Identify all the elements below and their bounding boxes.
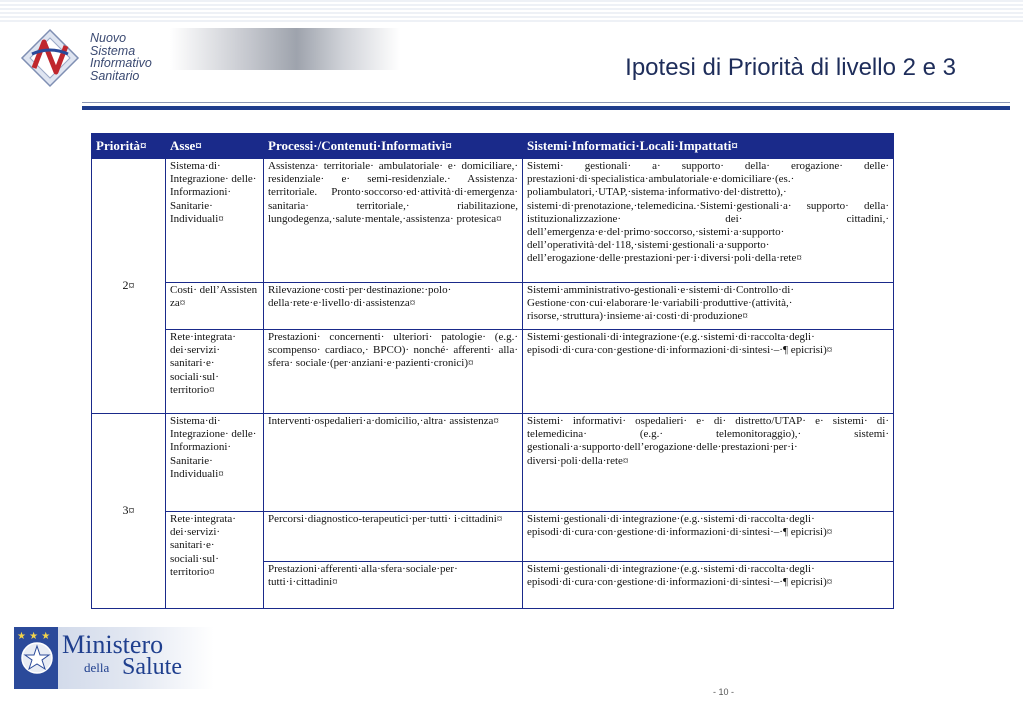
header-rule-thin (82, 102, 1010, 103)
asse-cell: Costi· dell’Assisten za¤ (166, 283, 264, 330)
table-header-row (92, 134, 894, 159)
processi-cell: Rilevazione·costi·per·destinazione:·polo· della·rete·e·livello·di·assistenza¤ (264, 283, 523, 330)
column-header-processi: Processi·/Contenuti·Informativi¤ (264, 134, 523, 159)
logo-line: Sanitario (90, 68, 140, 83)
page-number: - 10 - (713, 687, 735, 697)
nsis-logo-icon (20, 28, 80, 88)
della-text: della (84, 660, 110, 675)
svg-text:★ ★ ★: ★ ★ ★ (17, 631, 51, 641)
sistemi-cell: Sistemi·amministrativo-gestionali·e·sistemi·di·Controllo·di· Gestione·con·cui·elaborare·le·variabili·produttive·(attività,· risorse,·struttura)·insieme·ai·costi·di·produzione¤ (523, 283, 894, 330)
italian-emblem-icon (20, 641, 54, 675)
processi-cell: Prestazioni· concernenti· ulteriori· patologie· (e.g.· scompenso· cardiaco,· BPCO)· nonché· afferenti· alla· sfera· sociale·(per·anziani·e·pazienti·cronici)¤ (264, 330, 523, 414)
table-row (92, 414, 894, 512)
slide-title: Ipotesi di Priorità di livello 2 e 3 (625, 54, 956, 81)
table-row (92, 512, 894, 562)
sistemi-cell: Sistemi· gestionali· a· supporto· della· erogazione· delle· prestazioni·di·specialistica·ambulatoriale·e·domiciliare·(es.· poliambulatori,·UTAP,·sistema·informativo·del·distretto),· sistemi·di·prenotazione,·telemedicina.·Sistemi·gestionali·a· supporto· della· istituzionalizzazione· dei· cittadini,· dell’emergenza·e·del·primo·soccorso,·sistemi·a·supporto· dell’operatività·del·118,·sistemi·gestionali·a·supporto· dell’erogazione·delle·prestazioni·per·i·diversi·poli·della·rete¤ (523, 159, 894, 283)
table-row (92, 283, 894, 330)
processi-cell: Interventi·ospedalieri·a·domicilio,·altra· assistenza¤ (264, 414, 523, 512)
table-row (92, 159, 894, 283)
top-stripe-band (0, 0, 1023, 22)
nsis-logo-text (90, 32, 152, 82)
sistemi-cell: Sistemi· informativi· ospedalieri· e· di· distretto/UTAP· e· sistemi· di· telemedicina· (e.g.· telemonitoraggio),· sistemi· gestionali·a·supporto·dell’erogazione·delle·prestazioni·per·i· diversi·poli·della·rete¤ (523, 414, 894, 512)
salute-text: Salute (122, 654, 182, 680)
processi-cell: Assistenza· territoriale· ambulatoriale· e· domiciliare,· residenziale· e· semi-residenziale.· Assistenza· territoriale. Pronto·soccorso·ed·attività·di·emergenza· sanitaria· territoriale,· riabilitazione, lungodegenza,·salute·mentale,·assistenza· protesica¤ (264, 159, 523, 283)
sistemi-cell: Sistemi·gestionali·di·integrazione·(e.g.·sistemi·di·raccolta·degli· episodi·di·cura·con·gestione·di·informazioni·di·sintesi·–·¶ epicrisi)¤ (523, 562, 894, 609)
asse-cell: Sistema·di· Integrazione· delle· Informazioni· Sanitarie· Individuali¤ (166, 414, 264, 512)
header-photo-collage (170, 28, 400, 70)
column-header-sistemi: Sistemi·Informatici·Locali·Impattati¤ (523, 134, 894, 159)
slide-header (20, 28, 990, 108)
asse-cell: Rete·integrata· dei·servizi· sanitari·e· sociali·sul· territorio¤ (166, 330, 264, 414)
logo-line: Sistema (90, 43, 136, 58)
header-rule (82, 106, 1010, 110)
asse-cell: Sistema·di· Integrazione· delle· Informazioni· Sanitarie· Individuali¤ (166, 159, 264, 283)
ministero-salute-logo (14, 627, 214, 689)
logo-line: Informativo (90, 56, 152, 70)
column-header-asse: Asse¤ (166, 134, 264, 159)
column-header-priorita: Priorità¤ (92, 134, 166, 159)
stars-icon (16, 629, 56, 641)
processi-cell: Percorsi·diagnostico-terapeutici·per·tutti· i·cittadini¤ (264, 512, 523, 562)
priority-cell: 3¤ (92, 414, 166, 609)
priority-table (91, 133, 894, 609)
priority-cell: 2¤ (92, 159, 166, 414)
processi-cell: Prestazioni·afferenti·alla·sfera·sociale·per· tutti·i·cittadini¤ (264, 562, 523, 609)
asse-cell: Rete·integrata· dei·servizi· sanitari·e· sociali·sul· territorio¤ (166, 512, 264, 609)
priority-table-image (91, 133, 893, 609)
table-row (92, 330, 894, 414)
logo-line: Nuovo (90, 31, 127, 45)
sistemi-cell: Sistemi·gestionali·di·integrazione·(e.g.·sistemi·di·raccolta·degli· episodi·di·cura·con·gestione·di·informazioni·di·sintesi·–·¶ epicrisi)¤ (523, 330, 894, 414)
ministero-text: Ministero (62, 630, 164, 659)
sistemi-cell: Sistemi·gestionali·di·integrazione·(e.g.·sistemi·di·raccolta·degli· episodi·di·cura·con·gestione·di·informazioni·di·sintesi·–·¶ epicrisi)¤ (523, 512, 894, 562)
